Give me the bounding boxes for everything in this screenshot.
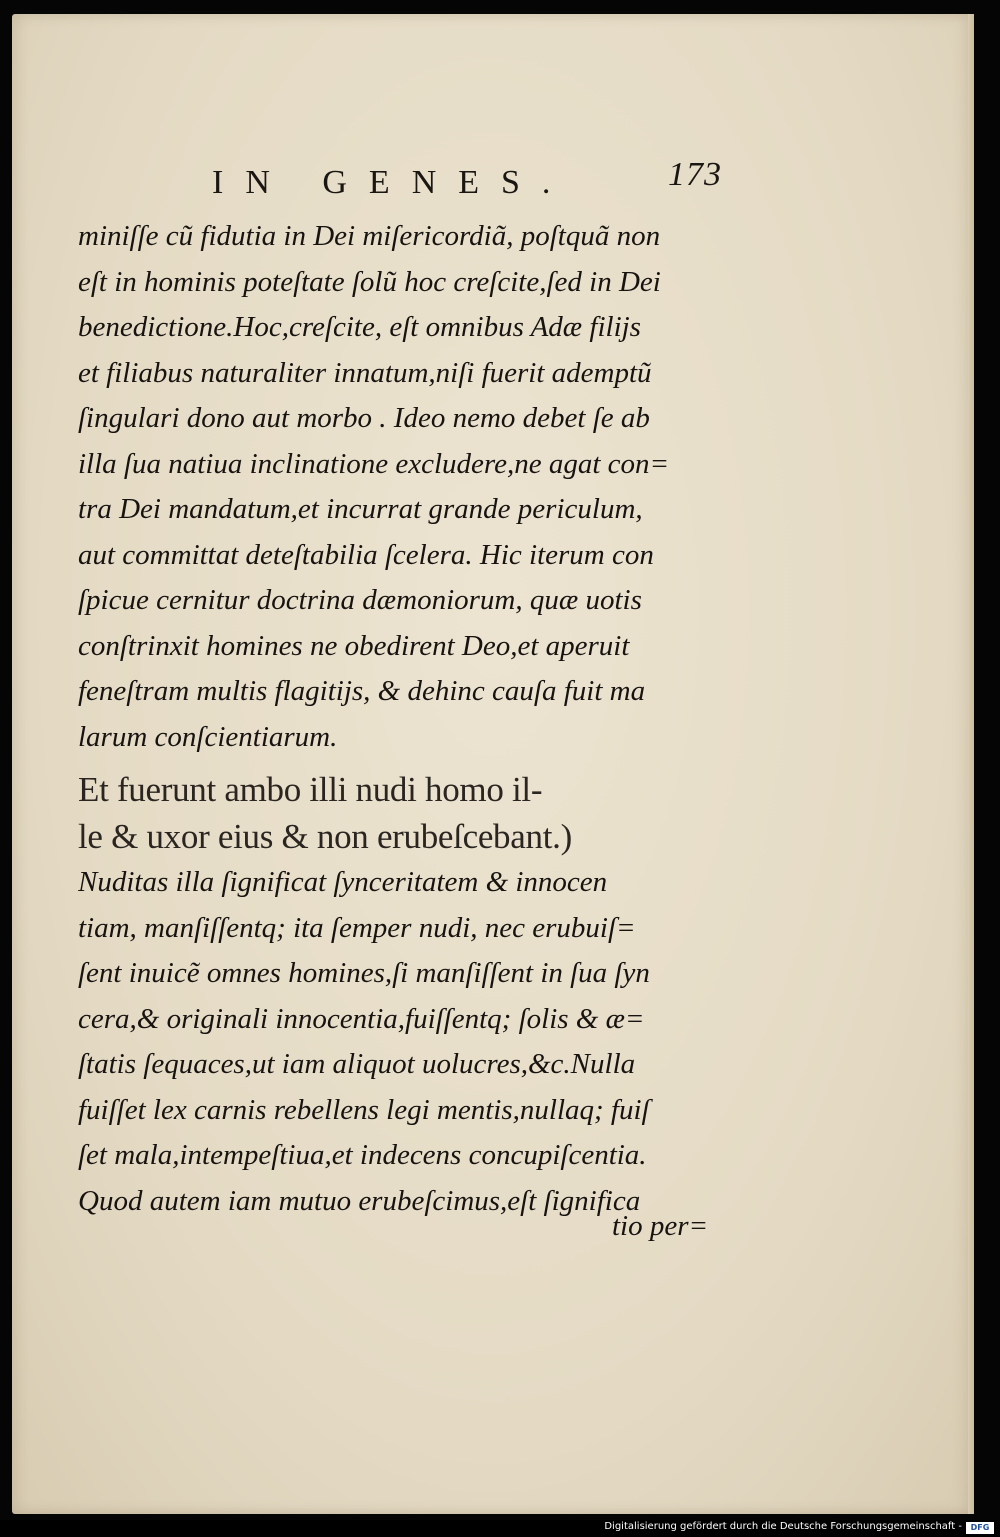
text-block	[78, 214, 754, 1224]
text-line: cera,& originali innocentia,fuiſſentq; ſolis & æ=	[78, 1002, 645, 1035]
quotation-line: Et fuerunt ambo illi nudi homo il-	[78, 770, 543, 809]
text-line: ſpicue cernitur doctrina dæmoniorum, quæ uotis	[78, 584, 642, 616]
page-edge	[968, 14, 974, 1514]
text-line: tiam, manſiſſentq; ita ſemper nudi, nec erubuiſ=	[78, 911, 636, 944]
text-line: ſet mala,intempeſtiua,et indecens concupiſcentia.	[78, 1139, 647, 1171]
text-line: illa ſua natiua inclinatione excludere,ne agat con=	[78, 447, 670, 480]
text-line: et filiabus naturaliter innatum,niſi fuerit ademptũ	[78, 356, 652, 389]
text-line: eſt in hominis poteſtate ſolũ hoc creſcite,ſed in Dei	[78, 265, 661, 298]
text-line: miniſſe cũ fidutia in Dei miſericordiã, poſtquã non	[78, 220, 661, 252]
text-line: Nuditas illa ſignificat ſynceritatem & innocen	[78, 866, 608, 898]
page-number: 173	[668, 156, 722, 193]
footer-bar	[0, 1520, 1000, 1537]
text-line: fuiſſet lex carnis rebellens legi mentis,nullaq; fuiſ	[78, 1093, 650, 1126]
quotation-line: le & uxor eius & non erubeſcebant.)	[78, 817, 572, 856]
book-page	[12, 14, 974, 1514]
text-line: ſtatis ſequaces,ut iam aliquot uolucres,&c.Nulla	[78, 1048, 636, 1080]
dfg-logo-icon: DFG	[966, 1522, 994, 1534]
text-line: ſent inuicẽ omnes homines,ſi manſiſſent in ſua ſyn	[78, 957, 650, 989]
text-line: aut committat deteſtabilia ſcelera. Hic iterum con	[78, 538, 654, 571]
text-line: Quod autem iam mutuo erubeſcimus,eſt ſignifica	[78, 1184, 641, 1217]
text-line: ſingulari dono aut morbo . Ideo nemo debet ſe ab	[78, 402, 650, 434]
text-line: tra Dei mandatum,et incurrat grande periculum,	[78, 493, 643, 525]
funding-credit: Digitalisierung gefördert durch die Deutsche Forschungsgemeinschaft -	[604, 1521, 962, 1532]
scripture-quotation	[78, 766, 754, 860]
text-line: benedictione.Hoc,creſcite, eſt omnibus Adæ filijs	[78, 311, 641, 343]
running-head: IN GENES.	[212, 164, 573, 201]
text-line: conſtrinxit homines ne obedirent Deo,et aperuit	[78, 629, 630, 662]
text-line: larum conſcientiarum.	[78, 720, 338, 753]
catchword: tio per=	[612, 1210, 709, 1242]
italic-paragraph-2	[78, 860, 754, 1224]
italic-paragraph-1	[78, 214, 754, 760]
text-line: feneſtram multis flagitijs, & dehinc cauſa fuit ma	[78, 675, 646, 707]
